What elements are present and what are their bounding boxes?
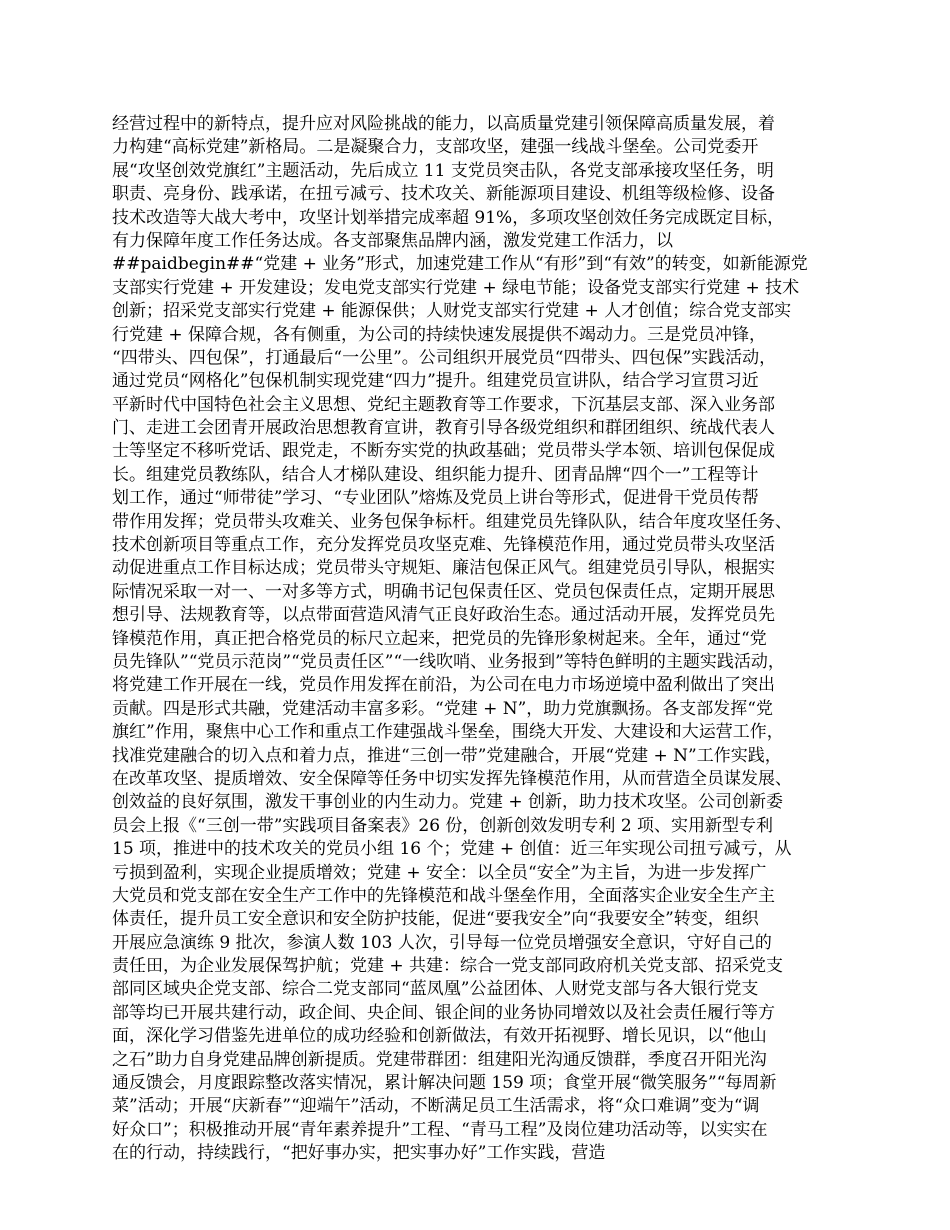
text-line: 划工作，通过“师带徒”学习、“专业团队”熔炼及党员上讲台等形式，促进骨干党员传帮 [112,488,759,509]
text-line: 在改革攻坚、提质增效、安全保障等任务中切实发挥先锋模范作用，从而营造全员谋发展、 [112,768,792,789]
text-line: 体责任，提升员工安全意识和安全防护技能，促进“要我安全”向“我要安全”转变，组织 [112,909,759,930]
text-line: 展“攻坚创效党旗红”主题活动，先后成立 11 支党员突击队，各党支部承接攻坚任务，明 [112,160,774,181]
text-line: 通过党员“网格化”包保机制实现党建“四力”提升。组建党员宣讲队，结合学习宣贯习近 [112,371,759,392]
body-text [112,113,852,1166]
text-line: 门、走进工会团青开展政治思想教育宣讲，教育引导各级党组织和群团组织、统战代表人 [112,418,775,439]
text-line: 之石”助力自身党建品牌创新提质。党建带群团：组建阳光沟通反馈群，季度召开阳光沟 [112,1049,767,1070]
text-line: 长。组建党员教练队，结合人才梯队建设、组织能力提升、团青品牌“四个一”工程等计 [112,464,759,485]
text-line: 技术改造等大战大考中，攻坚计划举措完成率超 91%，多项攻坚创效任务完成既定目标， [112,207,785,228]
text-line: 有力保障年度工作任务达成。各支部聚焦品牌内涵，激发党建工作活力，以 [112,230,673,251]
text-line: 创效益的良好氛围，激发干事创业的内生动力。党建 + 创新，助力技术攻坚。公司创新委 [112,792,784,813]
text-line: 际情况采取一对一、一对多等方式，明确书记包保责任区、党员包保责任点，定期开展思 [112,581,775,602]
text-line: ##paidbegin##“党建 + 业务”形式，加速党建工作从“有形”到“有效”的转变，如新能源党 [112,254,808,275]
text-line: 面，深化学习借鉴先进单位的成功经验和创新做法，有效开拓视野、增长见识，以“他山 [112,1026,767,1047]
text-line: 好众口”；积极推动开展“青年素养提升”工程、“青马工程”及岗位建功活动等，以实实在 [112,1119,768,1140]
text-line: 士等坚定不移听党话、跟党走，不断夯实党的执政基础；党员带头学本领、培训包保促成 [112,441,775,462]
text-line: 力构建“高标党建”新格局。二是凝聚合力，支部攻坚，建强一线战斗堡垒。公司党委开 [112,137,759,158]
text-line: 在的行动，持续践行，“把好事办实，把实事办好”工作实践，营造 [112,1143,606,1164]
text-line: 平新时代中国特色社会主义思想、党纪主题教育等工作要求，下沉基层支部、深入业务部 [112,394,775,415]
text-line: 找准党建融合的切入点和着力点，推进“三创一带”党建融合，开展“党建 + N”工作实践， [112,745,782,766]
text-line: 将党建工作开展在一线，党员作用发挥在前沿，为公司在电力市场逆境中盈利做出了突出 [112,675,775,696]
text-line: 员会上报《“三创一带”实践项目备案表》26 份，创新创效发明专利 2 项、实用新型专利 [112,815,774,836]
text-line: 职责、亮身份、践承诺，在扭亏减亏、技术攻关、新能源项目建设、机组等级检修、设备 [112,184,775,205]
text-line: 锋模范作用，真正把合格党员的标尺立起来，把党员的先锋形象树起来。全年，通过“党 [112,628,767,649]
text-line: 贡献。四是形式共融，党建活动丰富多彩。“党建 + N”，助力党旗飘扬。各支部发挥“党 [112,698,773,719]
text-line: 带作用发挥；党员带头攻难关、业务包保争标杆。组建党员先锋队队，结合年度攻坚任务、 [112,511,792,532]
text-line: 旗红”作用，聚焦中心工作和重点工作建强战斗堡垒，围绕大开发、大建设和大运营工作， [112,722,784,743]
text-line: 动促进重点工作目标达成；党员带头守规矩、廉洁包保正风气。组建党员引导队，根据实 [112,558,775,579]
text-line: 开展应急演练 9 批次，参演人数 103 人次，引导每一位党员增强安全意识，守好自己的 [112,932,772,953]
text-line: 想引导、法规教育等，以点带面营造风清气正良好政治生态。通过活动开展，发挥党员先 [112,605,775,626]
text-line: “四带头、四包保”，打通最后“一公里”。公司组织开展党员“四带头、四包保”实践活动， [112,347,777,368]
text-line: 15 项，推进中的技术攻关的党员小组 16 个；党建 + 创值：近三年实现公司扭亏减亏，从 [112,839,792,860]
text-line: 经营过程中的新特点，提升应对风险挑战的能力，以高质量党建引领保障高质量发展，着 [112,114,775,134]
text-line: 菜”活动；开展“庆新春”“迎端午”活动，不断满足员工生活需求，将“众口难调”变为“调 [112,1096,760,1117]
text-line: 责任田，为企业发展保驾护航；党建 + 共建：综合一党支部同政府机关党支部、招采党支 [112,956,784,977]
text-line: 部等均已开展共建行动，政企间、央企间、银企间的业务协同增效以及社会责任履行等方 [112,1002,775,1023]
text-line: 技术创新项目等重点工作，充分发挥党员攻坚克难、先锋模范作用，通过党员带头攻坚活 [112,535,775,556]
text-line: 支部实行党建 + 开发建设；发电党支部实行党建 + 绿电节能；设备党支部实行党建 + 技术 [112,277,800,298]
text-line: 行党建 + 保障合规，各有侧重，为公司的持续快速发展提供不竭动力。三是党员冲锋， [112,324,767,345]
text-line: 部同区域央企党支部、综合二党支部同“蓝凤凰”公益团体、人财党支部与各大银行党支 [112,979,759,1000]
text-line: 大党员和党支部在安全生产工作中的先锋模范和战斗堡垒作用，全面落实企业安全生产主 [112,885,775,906]
text-line: 员先锋队”“党员示范岗”“党员责任区”“一线吹哨、业务报到”等特色鲜明的主题实践活动， [112,651,785,672]
text-line: 通反馈会，月度跟踪整改落实情况，累计解决问题 159 项；食堂开展“微笑服务”“每周新 [112,1073,777,1094]
text-line: 亏损到盈利，实现企业提质增效；党建 + 安全：以全员“安全”为主旨，为进一步发挥广 [112,862,767,883]
text-line: 创新；招采党支部实行党建 + 能源保供；人财党支部实行党建 + 人才创值；综合党支部实 [112,301,792,322]
